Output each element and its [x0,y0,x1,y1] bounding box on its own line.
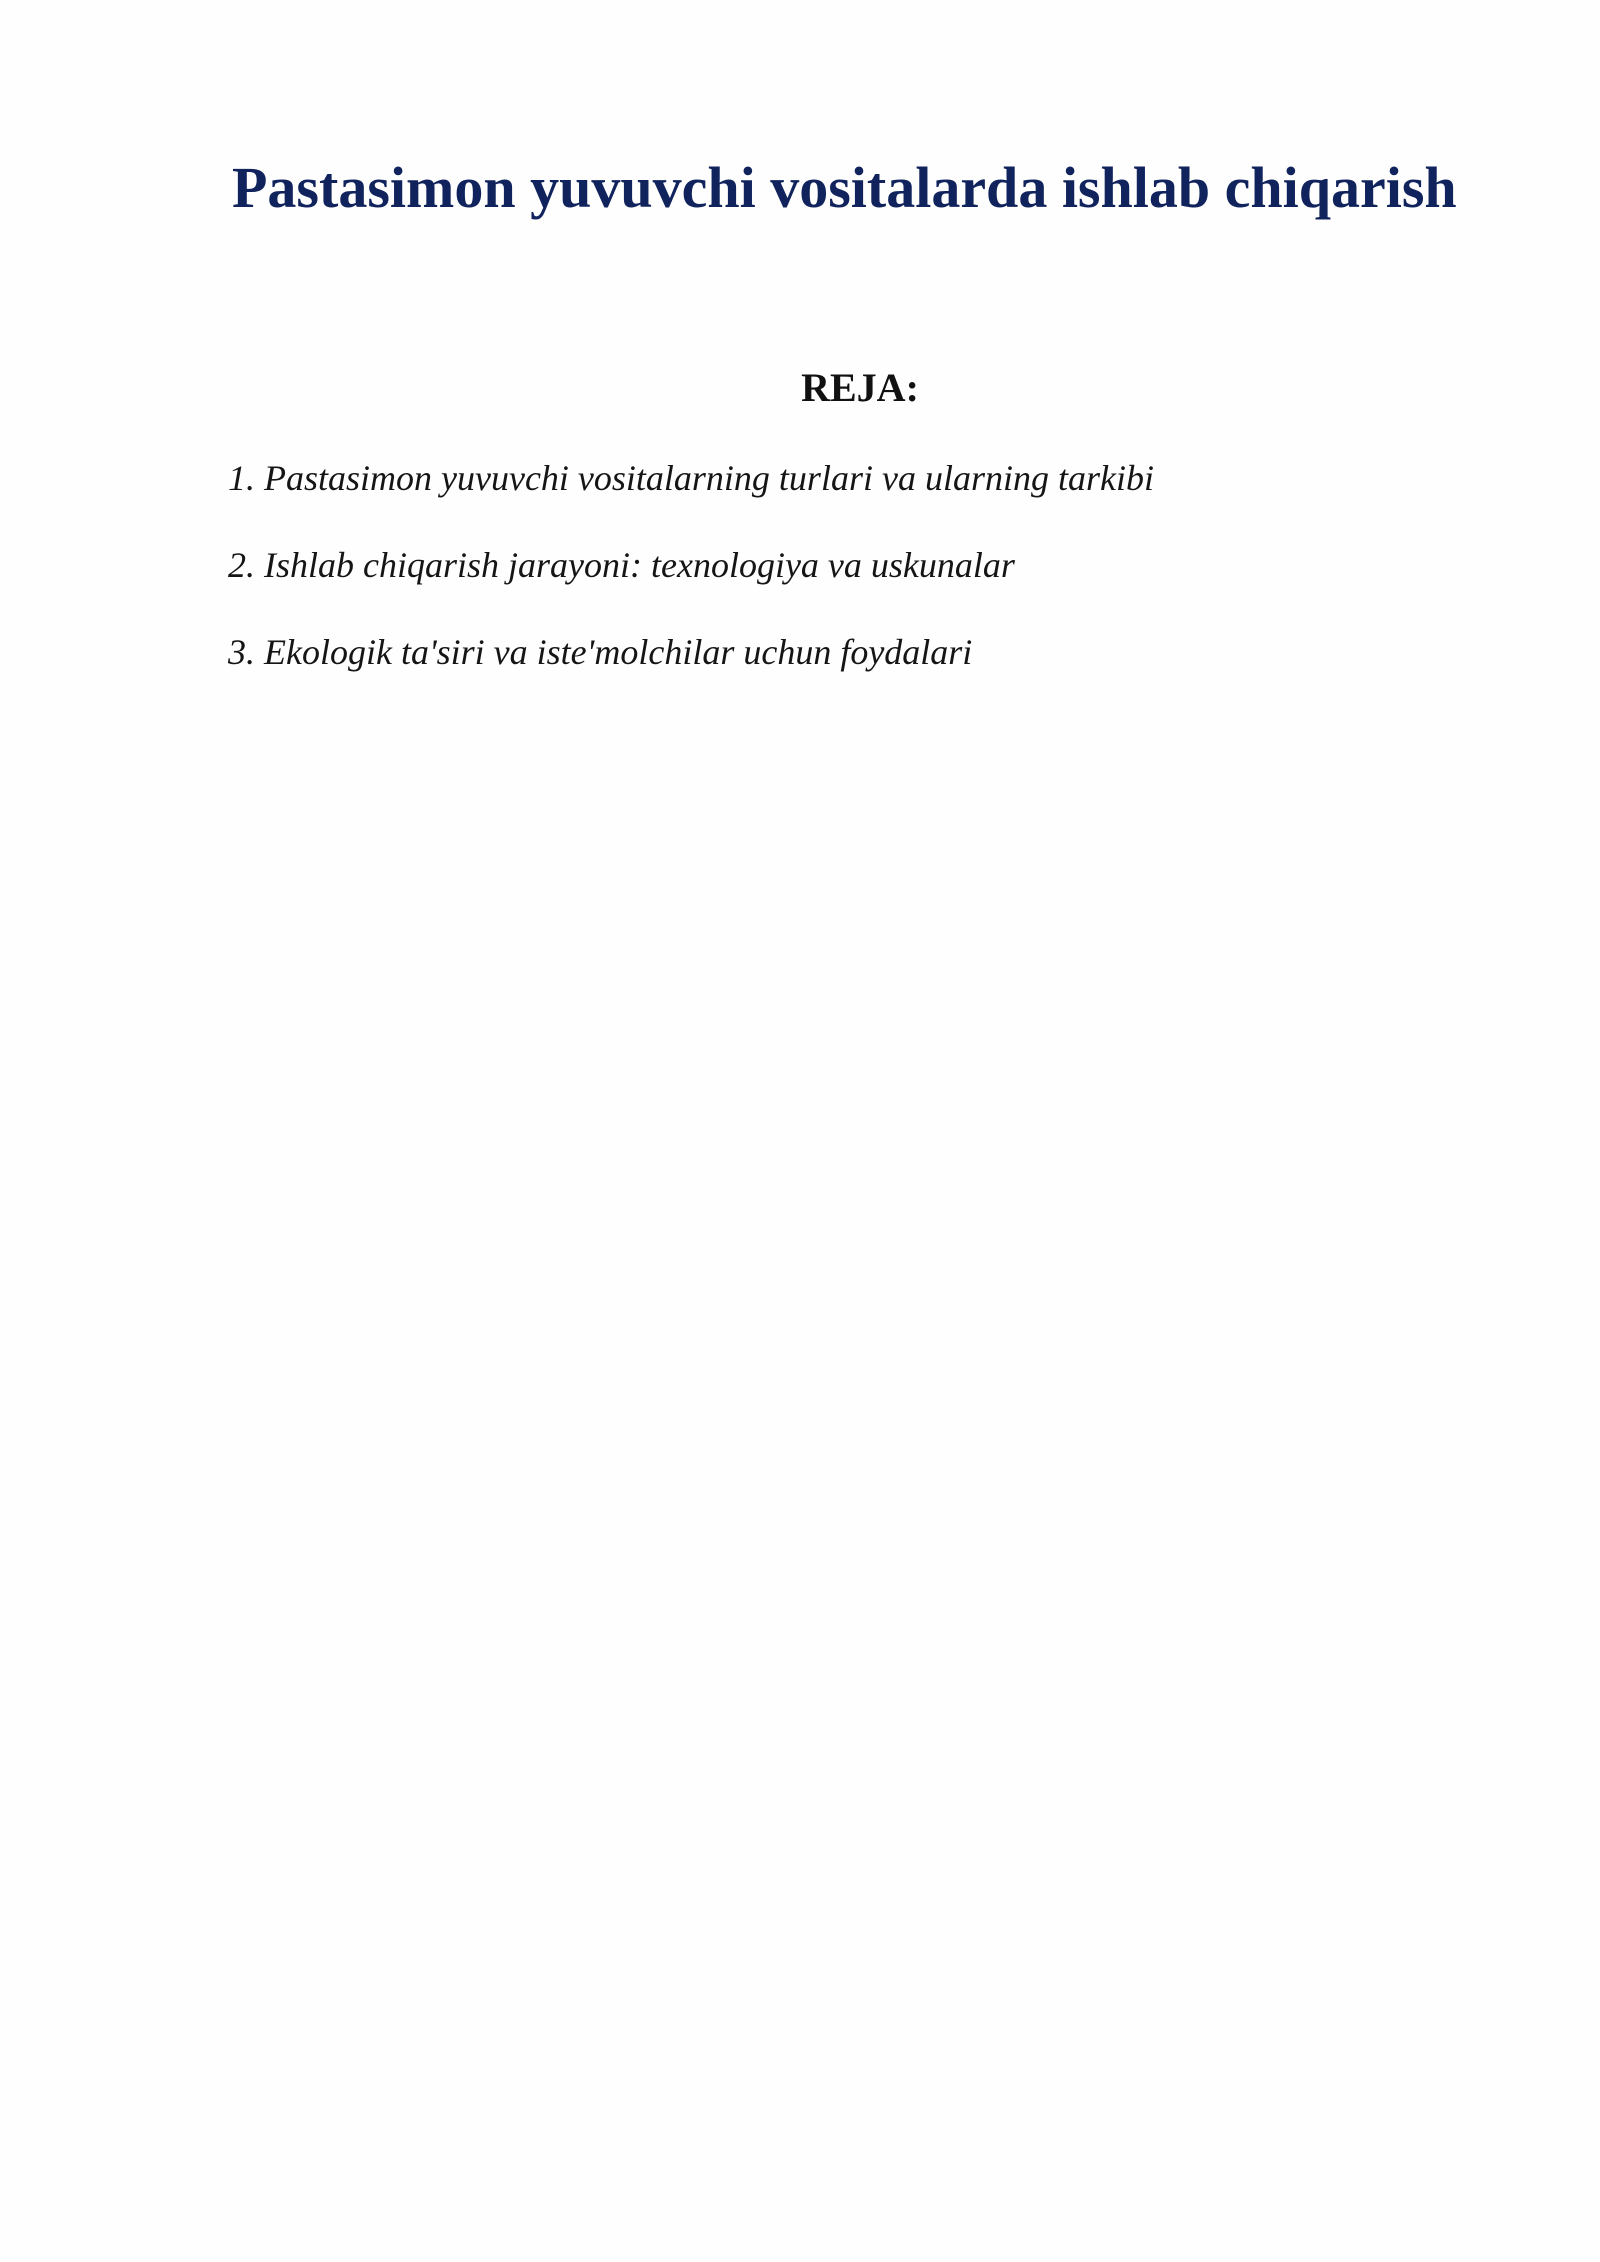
plan-list [228,457,1154,718]
document-title: Pastasimon yuvuvchi vositalarda ishlab chiqarish [232,155,1457,220]
plan-heading: REJA: [801,365,919,410]
plan-item: 3. Ekologik ta'siri va iste'molchilar uchun foydalari [228,632,973,672]
plan-item: 1. Pastasimon yuvuvchi vositalarning turlari va ularning tarkibi [228,458,1154,498]
plan-item: 2. Ishlab chiqarish jarayoni: texnologiya va uskunalar [228,545,1015,585]
